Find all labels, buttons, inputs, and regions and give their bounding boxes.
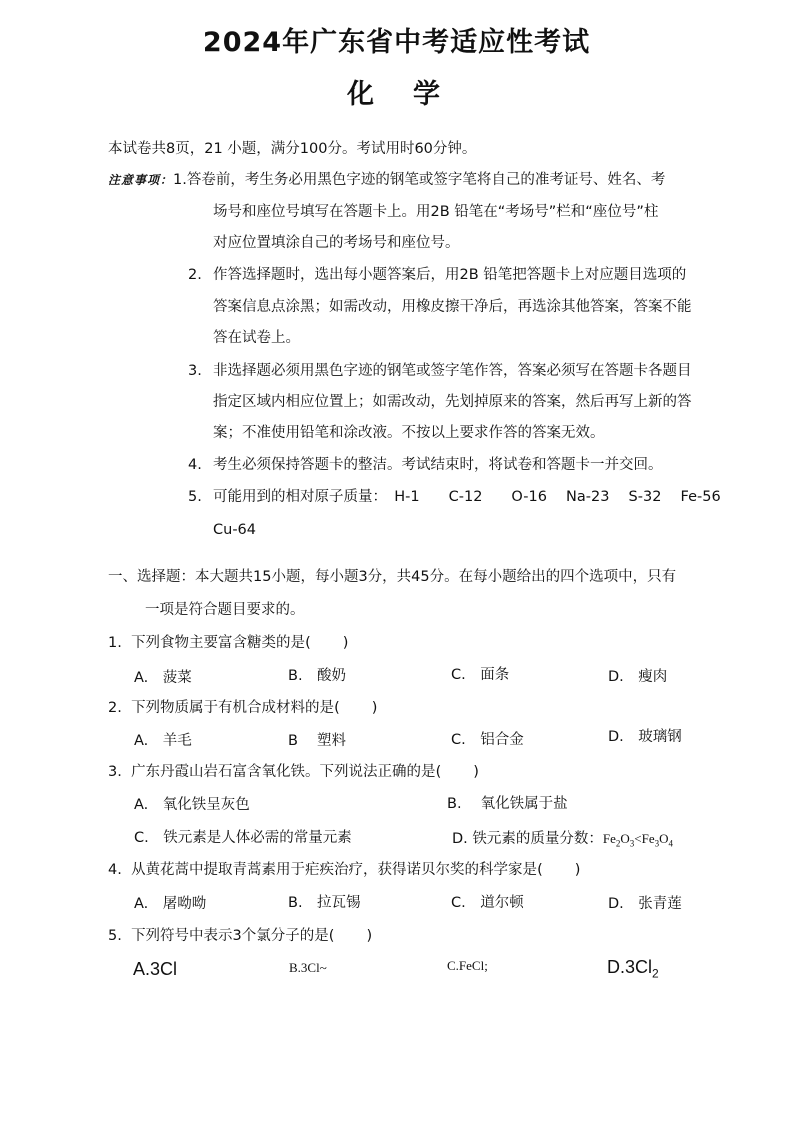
section-1-heading: 一、选择题：本大题共15小题，每小题3分，共45分。在每小题给出的四个选项中，只有 (108, 569, 677, 585)
paren-close: ) (473, 764, 479, 780)
paren-open: ( (328, 928, 335, 944)
question-4-option-c: C. 道尔顿 (451, 895, 524, 911)
question-1 (108, 633, 348, 653)
paren-close: ) (574, 862, 581, 878)
question-3-text: 广东丹霞山岩石富含氧化铁。下列说法正确的是 (131, 764, 436, 780)
question-3-option-d (452, 829, 673, 854)
question-4 (108, 860, 580, 880)
paren-close: ) (371, 700, 378, 716)
note-4-line-1: 考生必须保持答题卡的整洁。考试结束时，将试卷和答题卡一并交回。 (213, 457, 663, 473)
note-3-line-3: 案；不准使用铅笔和涂改液。不按以上要求作答的答案无效。 (213, 425, 605, 441)
question-1-option-d: D. 瘦肉 (608, 669, 668, 685)
note-3-num: 3. (188, 363, 202, 379)
question-2-option-d: D. 玻璃钢 (608, 729, 682, 745)
note-5-line-2: Cu-64 (213, 522, 256, 538)
question-2-option-a: A. 羊毛 (134, 733, 192, 749)
question-3 (108, 762, 479, 782)
note-2-line-2: 答案信息点涂黑；如需改动，用橡皮擦干净后，再选涂其他答案，答案不能 (213, 299, 692, 315)
question-1-num: 1. (108, 635, 122, 651)
note-5-num: 5. (188, 489, 202, 505)
paren-open: ( (305, 635, 311, 651)
question-4-option-d: D. 张青莲 (608, 896, 682, 912)
paren-open: ( (334, 700, 340, 716)
question-5-num: 5. (108, 928, 122, 944)
notes-label-line (108, 170, 665, 190)
question-5-option-c: C.FeCl; (447, 958, 488, 973)
note-3-line-1: 非选择题必须用黑色字迹的钢笔或签字笔作答，答案必须写在答题卡各题目 (213, 363, 692, 379)
section-1-heading-line-2: 一项是符合题目要求的。 (145, 602, 305, 618)
q3d-formula: $Fe_2O_3<Fe_3O_4$ (602, 831, 674, 849)
note-2-line-1: 作答选择题时，选出每小题答案后，用2B 铅笔把答题卡上对应题目选项的 (213, 267, 687, 283)
paren-open: ( (435, 764, 442, 780)
intro-text: 本试卷共8页，21 小题，满分100分。考试用时60分钟。 (108, 141, 477, 157)
question-1-option-c: C. 面条 (451, 667, 510, 683)
question-2 (108, 698, 377, 718)
paren-open: ( (537, 862, 543, 878)
question-4-num: 4. (108, 862, 122, 878)
note-1-line-1: 答卷前，考生务必用黑色字迹的钢笔或签字笔将自己的准考证号、姓名、考 (186, 172, 666, 188)
question-2-option-c: C. 铝合金 (451, 732, 524, 748)
question-5-text: 下列符号中表示3个氯分子的是 (131, 928, 329, 944)
question-1-option-a: A. 菠菜 (134, 670, 192, 686)
note-4-num: 4. (188, 457, 202, 473)
note-2-line-3: 答在试卷上。 (213, 330, 300, 346)
question-1-option-b: B. 酸奶 (288, 668, 347, 684)
paren-close: ) (342, 635, 349, 651)
question-5 (108, 926, 372, 946)
question-3-option-c: C. 铁元素是人体必需的常量元素 (134, 830, 352, 846)
question-3-option-d-label: D. 铁元素的质量分数： (452, 831, 603, 847)
exam-title: 2024年广东省中考适应性考试 (202, 27, 591, 58)
question-5-option-d-label: D.3Cl (607, 957, 653, 977)
note-1-line-2: 场号和座位号填写在答题卡上。用2B 铅笔在“考场号”栏和“座位号”柱 (213, 204, 659, 220)
question-2-text: 下列物质属于有机合成材料的是 (131, 700, 335, 716)
question-5-option-d-sub: 2 (652, 966, 659, 981)
question-5-option-d (607, 956, 659, 985)
note-3-line-2: 指定区域内相应位置上；如需改动，先划掉原来的答案，然后再写上新的答 (213, 394, 692, 410)
question-1-text: 下列食物主要富含糖类的是 (131, 635, 306, 651)
note-2-num: 2. (188, 267, 202, 283)
question-4-text: 从黄花蒿中提取青蒿素用于疟疾治疗，获得诺贝尔奖的科学家是 (131, 862, 538, 878)
question-3-option-b: B. 氧化铁属于盐 (447, 796, 568, 812)
question-4-option-a: A. 屠呦呦 (134, 896, 207, 912)
subject-title: 化 学 (347, 79, 446, 110)
paren-close: ) (366, 928, 373, 944)
question-5-option-b: B.3Cl~ (289, 960, 327, 975)
question-2-option-b: B 塑料 (288, 733, 347, 749)
question-3-num: 3. (108, 764, 122, 780)
question-3-option-a: A. 氧化铁呈灰色 (134, 797, 250, 813)
note-1-line-3: 对应位置填涂自己的考场号和座位号。 (213, 235, 460, 251)
question-4-option-b: B. 拉瓦锡 (288, 895, 361, 911)
notes-label: 注意事项： (108, 173, 174, 187)
question-5-option-a: A.3Cl (133, 959, 178, 979)
question-2-num: 2. (108, 700, 122, 716)
note-5-line-1: 可能用到的相对原子质量： H-1 C-12 O-16 Na-23 S-32 Fe-56 (213, 489, 721, 505)
note-1-num: 1. (173, 172, 187, 188)
